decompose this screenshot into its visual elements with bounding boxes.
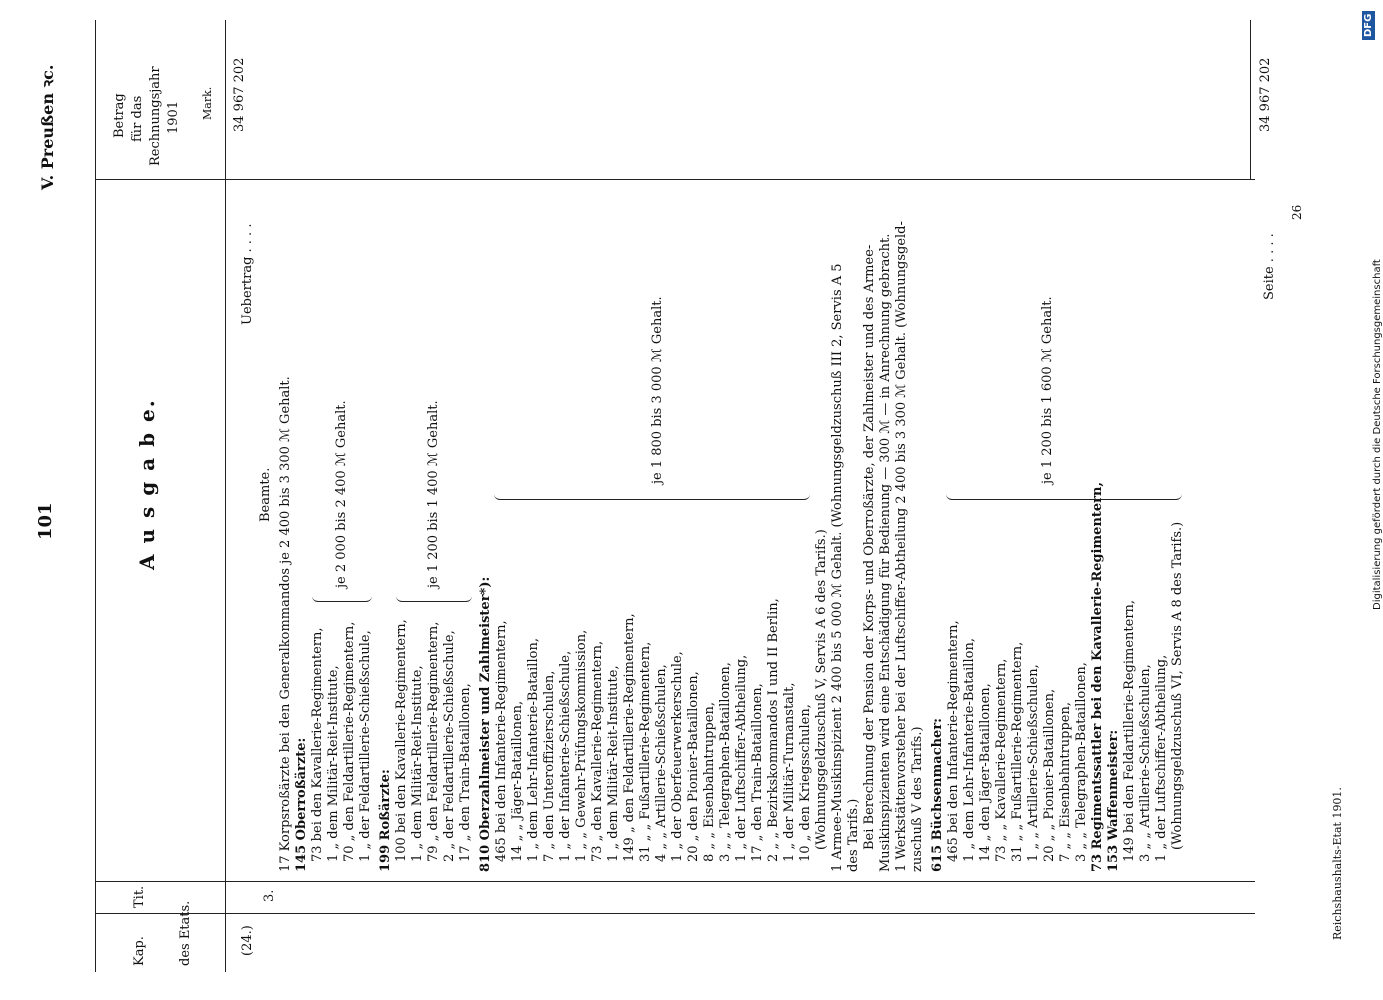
- line: 73 „ „ Kavallerie-Regimentern,: [994, 658, 1009, 862]
- line: 615 Büchsenmacher:: [930, 718, 945, 872]
- line: 810 Oberzahlmeister und Zahlmeister*):: [478, 576, 493, 872]
- header-betrag-3: Rechnungsjahr: [148, 66, 163, 166]
- uebertrag-value: 34 967 202: [232, 57, 247, 132]
- line: Musikinspizienten wird eine Entschädigung für Bedienung — 300 ℳ — in Anrechnung gebracht.: [878, 233, 893, 872]
- line: 3 „ „ Telegraphen-Bataillonen,: [1074, 662, 1089, 862]
- line: 73 Regimentssattler bei den Kavallerie-Regimentern,: [1090, 481, 1105, 872]
- chapter-title: V. Preußen ꝛc.: [38, 64, 57, 190]
- line: 1 „ dem Militär-Reit-Institute,: [606, 665, 621, 862]
- line: 1 „ dem Lehr-Infanterie-Bataillon,: [962, 638, 977, 862]
- brace: [396, 593, 472, 602]
- line: 149 „ den Feldartillerie-Regimentern,: [622, 613, 637, 862]
- digitization-note: Digitalisierung gefördert durch die Deutsche Forschungsgemeinschaft: [1372, 259, 1383, 610]
- line: 1 „ der Feldartillerie-Schießschule,: [358, 630, 373, 862]
- line: 17 Korpsroßärzte bei den Generalkommandos je 2 400 bis 3 300 ℳ Gehalt.: [278, 376, 293, 872]
- line: 17 „ den Train-Bataillonen,: [750, 683, 765, 862]
- line: 153 Waffenmeister:: [1106, 729, 1121, 872]
- line: zuschuß V des Tarifs.): [910, 726, 925, 872]
- dfg-logo: DFG: [1362, 11, 1375, 40]
- kap-value: (24.): [240, 925, 255, 956]
- line: 1 „ dem Militär-Reit-Institute,: [410, 665, 425, 862]
- line: 7 „ den Unteroffizierschulen,: [542, 670, 557, 862]
- line: 20 „ „ Pionier-Bataillonen,: [1042, 688, 1057, 862]
- line: 3 „ „ Telegraphen-Bataillonen,: [718, 662, 733, 862]
- header-betrag-2: für das: [130, 95, 145, 142]
- line: 1 Armee-Musikinspizient 2 400 bis 5 000 ℳ Gehalt. (Wohnungsgeldzuschuß III 2, Servis A 5: [830, 263, 845, 872]
- line: 149 bei den Feldartillerie-Regimentern,: [1122, 599, 1137, 862]
- header-mark: Mark.: [201, 86, 214, 120]
- line: je 1 800 bis 3 000 ℳ Gehalt.: [650, 296, 665, 484]
- seite-label: Seite . . . .: [1262, 233, 1277, 300]
- line: je 1 200 bis 1 600 ℳ Gehalt.: [1040, 296, 1055, 484]
- line: 145 Oberroßärzte:: [294, 737, 309, 872]
- line: 79 „ den Feldartillerie-Regimentern,: [426, 621, 441, 862]
- line: 2 „ „ Bezirkskommandos I und II Berlin,: [766, 598, 781, 862]
- tit-column-rule: [95, 881, 1255, 882]
- header-betrag-1: Betrag: [112, 93, 127, 138]
- page-number: 101: [35, 502, 56, 540]
- line: 70 „ den Feldartillerie-Regimentern,: [342, 621, 357, 862]
- top-rule: [95, 20, 96, 972]
- line: 8 „ „ Eisenbahntruppen,: [702, 702, 717, 862]
- header-kap: Kap.: [132, 936, 147, 966]
- line: 1 „ dem Lehr-Infanterie-Bataillon,: [526, 638, 541, 862]
- header-rule: [225, 20, 226, 972]
- line: 31 „ „ Fußartillerie-Regimentern,: [638, 641, 653, 862]
- header-betrag-4: 1901: [166, 100, 181, 134]
- brace: [946, 489, 1182, 500]
- line: 4 „ „ Artillerie-Schießschulen,: [654, 664, 669, 862]
- kap-column-rule: [95, 913, 1255, 914]
- footer-page: 26: [1290, 204, 1304, 220]
- tit-value: 3.: [262, 889, 277, 902]
- line: 100 bei den Kavallerie-Regimentern,: [394, 619, 409, 862]
- line: 465 bei den Infanterie-Regimentern,: [946, 620, 961, 862]
- line: 14 „ den Jäger-Bataillonen,: [978, 683, 993, 862]
- line: 1 „ der Oberfeuerwerkerschule,: [670, 651, 685, 862]
- line: 1 „ der Infanterie-Schießschule,: [558, 650, 573, 862]
- line: 7 „ „ Eisenbahntruppen,: [1058, 702, 1073, 862]
- brace: [494, 489, 810, 500]
- line: je 1 200 bis 1 400 ℳ Gehalt.: [426, 400, 441, 588]
- line: 3 „ „ Artillerie-Schießschulen,: [1138, 664, 1153, 862]
- amount-column-rule: [95, 179, 1255, 180]
- line: je 2 000 bis 2 400 ℳ Gehalt.: [334, 400, 349, 588]
- line: 1 „ dem Militär-Reit-Institute,: [326, 665, 341, 862]
- uebertrag-label: Uebertrag . . . .: [240, 223, 255, 325]
- seite-value: 34 967 202: [1258, 57, 1273, 132]
- line: 465 bei den Infanterie-Regimentern,: [494, 620, 509, 862]
- line: 2 „ der Feldartillerie-Schießschule,: [442, 630, 457, 862]
- line: 14 „ „ Jäger-Bataillonen,: [510, 700, 525, 862]
- line: 1 „ „ Gewehr-Prüfungskommission,: [574, 629, 589, 862]
- line: 1 „ der Luftschiffer-Abtheilung,: [1154, 654, 1169, 862]
- brace: [312, 593, 372, 602]
- line: (Wohnungsgeldzuschuß VI, Servis A 8 des Tarifs.): [1170, 521, 1185, 850]
- line: 1 „ „ Artillerie-Schießschulen,: [1026, 664, 1041, 862]
- section-title: A u s g a b e.: [135, 398, 159, 570]
- line: 1 „ der Militär-Turnanstalt,: [782, 682, 797, 862]
- line: des Tarifs.): [846, 798, 861, 872]
- line: Bei Berechnung der Pension der Korps- und Oberroßärzte, der Zahlmeister und des Armee-: [862, 244, 877, 850]
- line: 31 „ „ Fußartillerie-Regimentern,: [1010, 641, 1025, 862]
- footer-left: Reichshaushalts-Etat 1901.: [1331, 787, 1344, 940]
- line: 20 „ den Pionier-Bataillonen,: [686, 671, 701, 862]
- line: 10 „ den Kriegsschulen,: [798, 704, 813, 862]
- line: 1 Werkstättenvorsteher bei der Luftschiffer-Abtheilung 2 400 bis 3 300 ℳ Gehalt. (Wohnungsgeld-: [894, 221, 909, 872]
- line: 1 „ der Luftschiffer-Abtheilung,: [734, 654, 749, 862]
- header-des-etats: des Etats.: [178, 900, 193, 966]
- line: (Wohnungsgeldzuschuß V, Servis A 6 des Tarifs.): [814, 529, 829, 850]
- line: 73 bei den Kavallerie-Regimentern,: [310, 627, 325, 862]
- sum-rule: [1250, 20, 1251, 180]
- line: 199 Roßärzte:: [378, 769, 393, 872]
- header-tit: Tit.: [132, 885, 147, 908]
- line: 73 „ den Kavallerie-Regimentern,: [590, 640, 605, 862]
- line: 17 „ den Train-Bataillonen,: [458, 683, 473, 862]
- beamte-heading: Beamte.: [258, 467, 273, 522]
